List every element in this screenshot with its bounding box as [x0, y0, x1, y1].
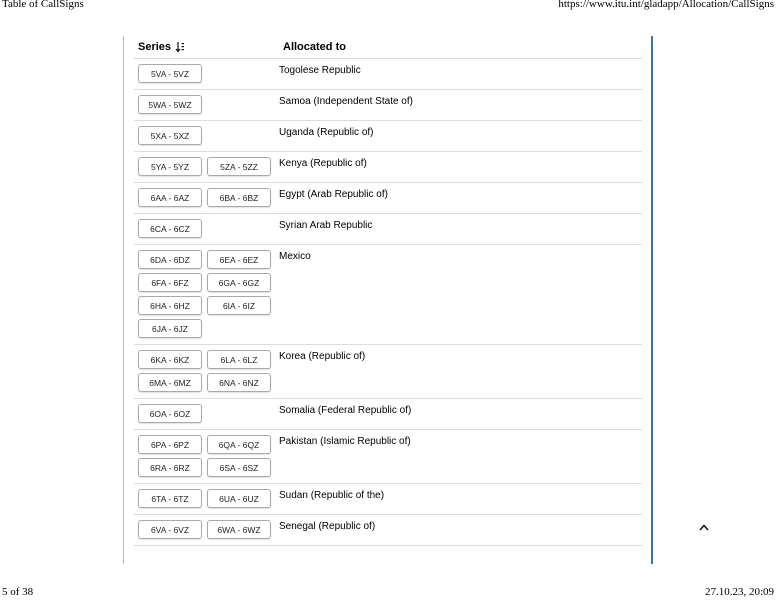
callsigns-table [134, 36, 642, 546]
series-cell [134, 399, 279, 429]
series-range-button[interactable]: 6FA - 6FZ [138, 273, 202, 292]
series-range-button[interactable]: 6JA - 6JZ [138, 319, 202, 338]
series-range-button[interactable]: 6NA - 6NZ [207, 373, 271, 392]
series-range-button[interactable]: 6HA - 6HZ [138, 296, 202, 315]
series-range-button[interactable]: 5YA - 5YZ [138, 157, 202, 176]
series-cell [134, 152, 279, 182]
series-range-button[interactable]: 6UA - 6UZ [207, 489, 271, 508]
series-range-button[interactable]: 6AA - 6AZ [138, 188, 202, 207]
series-cell [134, 484, 279, 514]
series-range-button[interactable]: 5WA - 5WZ [138, 95, 202, 114]
series-header-label: Series [138, 41, 172, 53]
series-range-button[interactable]: 6EA - 6EZ [207, 250, 271, 269]
series-range-button[interactable]: 6KA - 6KZ [138, 350, 202, 369]
print-header-title: Table of CallSigns [2, 0, 84, 10]
series-range-button[interactable]: 6DA - 6DZ [138, 250, 202, 269]
series-range-button[interactable]: 5ZA - 5ZZ [207, 157, 271, 176]
print-header-url: https://www.itu.int/gladapp/Allocation/CallSigns [558, 0, 774, 10]
allocated-country: Togolese Republic [279, 65, 361, 76]
table-row [134, 515, 642, 546]
series-cell [134, 345, 279, 398]
table-row [134, 214, 642, 245]
series-cell [134, 121, 279, 151]
series-range-button[interactable]: 5XA - 5XZ [138, 126, 202, 145]
allocated-country: Mexico [279, 251, 311, 262]
table-row [134, 59, 642, 90]
series-range-button[interactable]: 6SA - 6SZ [207, 458, 271, 477]
allocated-country: Egypt (Arab Republic of) [279, 189, 388, 200]
table-row [134, 152, 642, 183]
series-range-button[interactable]: 6QA - 6QZ [207, 435, 271, 454]
series-range-button[interactable]: 6CA - 6CZ [138, 219, 202, 238]
allocated-country: Uganda (Republic of) [279, 127, 374, 138]
allocated-country: Kenya (Republic of) [279, 158, 367, 169]
series-range-button[interactable]: 6PA - 6PZ [138, 435, 202, 454]
series-range-button[interactable]: 6OA - 6OZ [138, 404, 202, 423]
series-cell [134, 59, 279, 89]
series-cell [134, 515, 279, 545]
allocated-country: Senegal (Republic of) [279, 521, 376, 532]
allocated-country: Samoa (Independent State of) [279, 96, 413, 107]
allocated-country: Sudan (Republic of the) [279, 490, 385, 501]
allocated-country: Korea (Republic of) [279, 351, 366, 362]
series-range-button[interactable]: 5VA - 5VZ [138, 64, 202, 83]
table-body [134, 59, 642, 546]
table-row [134, 90, 642, 121]
series-range-button[interactable]: 6GA - 6GZ [207, 273, 271, 292]
series-cell [134, 430, 279, 483]
table-row [134, 245, 642, 345]
series-range-button[interactable]: 6WA - 6WZ [207, 520, 271, 539]
series-range-button[interactable]: 6IA - 6IZ [207, 296, 271, 315]
table-row [134, 399, 642, 430]
chevron-up-icon[interactable] [697, 521, 711, 533]
page-number: 5 of 38 [2, 586, 34, 598]
series-cell [134, 183, 279, 213]
table-row [134, 430, 642, 484]
table-row [134, 121, 642, 152]
series-range-button[interactable]: 6BA - 6BZ [207, 188, 271, 207]
allocated-country: Syrian Arab Republic [279, 220, 373, 231]
series-cell [134, 214, 279, 244]
series-range-button[interactable]: 6LA - 6LZ [207, 350, 271, 369]
table-row [134, 484, 642, 515]
series-range-button[interactable]: 6TA - 6TZ [138, 489, 202, 508]
allocated-country: Pakistan (Islamic Republic of) [279, 436, 411, 447]
series-range-button[interactable]: 6MA - 6MZ [138, 373, 202, 392]
series-range-button[interactable]: 6RA - 6RZ [138, 458, 202, 477]
table-row [134, 345, 642, 399]
content-left-border [123, 36, 124, 564]
series-cell [134, 245, 279, 344]
table-row [134, 183, 642, 214]
allocated-country: Somalia (Federal Republic of) [279, 405, 412, 416]
content-right-border [651, 36, 653, 564]
series-range-button[interactable]: 6VA - 6VZ [138, 520, 202, 539]
series-cell [134, 90, 279, 120]
sort-ascending-icon[interactable] [175, 41, 185, 53]
allocated-column-header: Allocated to [283, 41, 346, 53]
print-datetime: 27.10.23, 20:09 [704, 586, 774, 598]
series-column-header[interactable] [134, 41, 283, 53]
table-header [134, 36, 642, 59]
